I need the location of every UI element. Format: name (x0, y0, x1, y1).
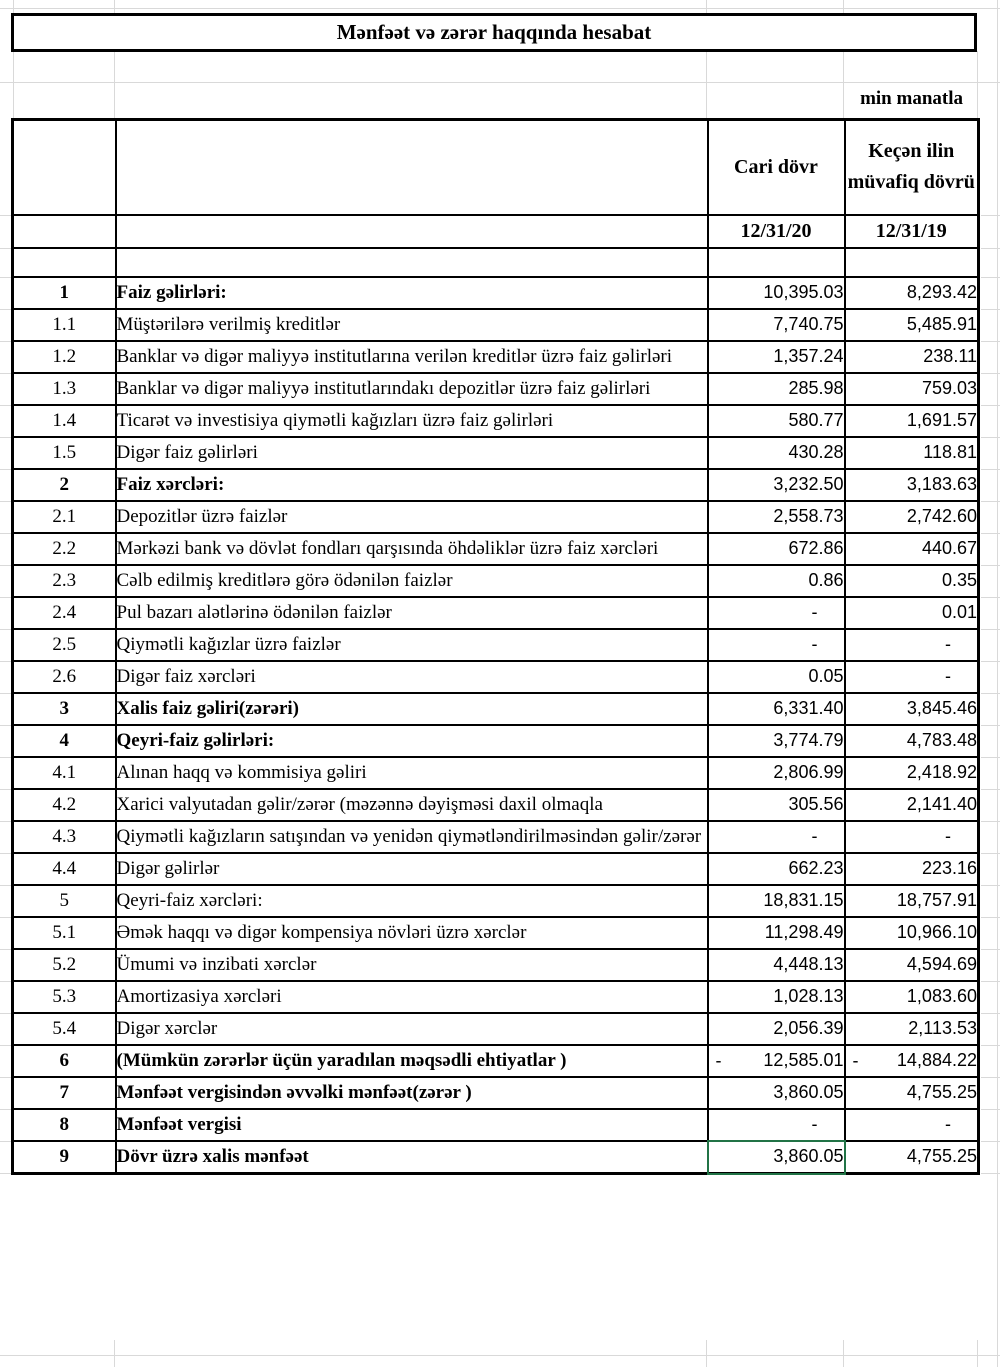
table-row (13, 1141, 979, 1174)
table-row (13, 917, 979, 949)
table-row (13, 1045, 979, 1077)
row-label-cell[interactable]: Ticarət və investisiya qiymətli kağızları üzrə faiz gəlirləri (116, 405, 708, 437)
row-label-cell[interactable]: Qeyri-faiz xərcləri: (116, 885, 708, 917)
row-number-cell[interactable]: 2.5 (13, 629, 116, 661)
prior-value-cell[interactable]: 759.03 (845, 373, 979, 405)
row-label-cell[interactable]: Qiymətli kağızlar üzrə faizlər (116, 629, 708, 661)
table-row (13, 629, 979, 661)
row-label-cell[interactable]: Xalis faiz gəliri(zərəri) (116, 693, 708, 725)
table-row (13, 373, 979, 405)
current-value-cell[interactable]: 7,740.75 (708, 309, 845, 341)
current-value-cell[interactable]: 662.23 (708, 853, 845, 885)
prior-value-cell[interactable]: 18,757.91 (845, 885, 979, 917)
negative-sign: - (715, 1050, 722, 1070)
prior-value-cell[interactable]: 8,293.42 (845, 277, 979, 309)
table-date-row (13, 215, 979, 248)
current-value-cell[interactable]: 305.56 (708, 789, 845, 821)
prior-value-cell[interactable]: 0.35 (845, 565, 979, 597)
current-value-cell[interactable]: 18,831.15 (708, 885, 845, 917)
row-label-cell[interactable]: Mənfəət vergisi (116, 1109, 708, 1141)
empty-cell[interactable] (116, 215, 708, 248)
row-label-cell[interactable]: Digər faiz gəlirləri (116, 437, 708, 469)
prior-value-cell[interactable]: 3,183.63 (845, 469, 979, 501)
table-row (13, 341, 979, 373)
cell-value: 14,884.22 (896, 1050, 977, 1070)
prior-value-cell[interactable]: - (845, 629, 979, 661)
current-value-cell[interactable]: 580.77 (708, 405, 845, 437)
table-spacer-row (13, 248, 979, 277)
row-label-cell[interactable]: Ümumi və inzibati xərclər (116, 949, 708, 981)
current-value-cell[interactable]: 1,357.24 (708, 341, 845, 373)
current-period-header-cell[interactable]: Cari dövr (708, 120, 845, 215)
row-label-cell[interactable]: Depozitlər üzrə faizlər (116, 501, 708, 533)
gridline (706, 1340, 707, 1367)
table-row (13, 405, 979, 437)
current-value-cell[interactable]: 430.28 (708, 437, 845, 469)
row-number-cell[interactable]: 2 (13, 469, 116, 501)
row-number-cell[interactable]: 2.4 (13, 597, 116, 629)
empty-cell[interactable] (13, 120, 116, 215)
current-value-cell[interactable]: 672.86 (708, 533, 845, 565)
gridline (0, 82, 1000, 83)
table-row (13, 1077, 979, 1109)
current-value-cell[interactable]: 4,448.13 (708, 949, 845, 981)
table-row (13, 277, 979, 309)
empty-cell[interactable] (845, 248, 979, 277)
row-label-cell[interactable]: Dövr üzrə xalis mənfəət (116, 1141, 708, 1174)
prior-value-cell[interactable]: 1,083.60 (845, 981, 979, 1013)
row-label-cell[interactable]: Digər xərclər (116, 1013, 708, 1045)
table-row (13, 533, 979, 565)
empty-cell[interactable] (13, 248, 116, 277)
table-row (13, 565, 979, 597)
row-number-cell[interactable]: 1.5 (13, 437, 116, 469)
current-value-cell[interactable]: 10,395.03 (708, 277, 845, 309)
row-number-cell[interactable]: 2.6 (13, 661, 116, 693)
empty-cell[interactable] (116, 120, 708, 215)
row-number-cell[interactable]: 2.1 (13, 501, 116, 533)
current-value-cell[interactable]: - (708, 1109, 845, 1141)
prior-value-cell[interactable]: 118.81 (845, 437, 979, 469)
table-row (13, 789, 979, 821)
current-value-cell[interactable]: 0.86 (708, 565, 845, 597)
prior-value-cell[interactable]: 238.11 (845, 341, 979, 373)
row-number-cell[interactable]: 1.1 (13, 309, 116, 341)
row-label-cell[interactable]: Əmək haqqı və digər kompensiya növləri üzrə xərclər (116, 917, 708, 949)
row-number-cell[interactable]: 3 (13, 693, 116, 725)
current-value-cell[interactable] (708, 1045, 845, 1077)
row-number-cell[interactable]: 8 (13, 1109, 116, 1141)
table-row (13, 725, 979, 757)
gridline (977, 51, 978, 118)
table-row (13, 597, 979, 629)
empty-cell[interactable] (13, 215, 116, 248)
prior-value-cell[interactable]: 1,691.57 (845, 405, 979, 437)
current-value-cell[interactable]: 3,232.50 (708, 469, 845, 501)
table-row (13, 821, 979, 853)
row-label-cell[interactable]: Faiz xərcləri: (116, 469, 708, 501)
current-value-cell[interactable]: 0.05 (708, 661, 845, 693)
row-label-cell[interactable]: Alınan haqq və kommisiya gəliri (116, 757, 708, 789)
prior-value-cell[interactable]: - (845, 821, 979, 853)
row-label-cell[interactable]: Amortizasiya xərcləri (116, 981, 708, 1013)
current-period-date-cell[interactable]: 12/31/20 (708, 215, 845, 248)
prior-value-cell[interactable]: 2,141.40 (845, 789, 979, 821)
table-row (13, 1013, 979, 1045)
row-label-cell[interactable]: Qiymətli kağızların satışından və yenidən qiymətləndirilməsindən gəlir/zərər (116, 821, 708, 853)
table-row (13, 757, 979, 789)
row-number-cell[interactable]: 2.3 (13, 565, 116, 597)
table-row (13, 501, 979, 533)
gridline (114, 1340, 115, 1367)
row-label-cell[interactable]: Mərkəzi bank və dövlət fondları qarşısında öhdəliklər üzrə faiz xərcləri (116, 533, 708, 565)
current-value-cell[interactable]: 6,331.40 (708, 693, 845, 725)
gridline (977, 1340, 978, 1367)
current-value-cell[interactable]: 11,298.49 (708, 917, 845, 949)
row-number-cell[interactable]: 5.2 (13, 949, 116, 981)
unit-note[interactable]: min manatla (860, 88, 963, 109)
row-number-cell[interactable]: 4.2 (13, 789, 116, 821)
table-body (13, 277, 979, 1174)
table-row (13, 693, 979, 725)
row-label-cell[interactable]: Mənfəət vergisindən əvvəlki mənfəət(zərər ) (116, 1077, 708, 1109)
table-row (13, 885, 979, 917)
gridline (0, 1355, 1000, 1356)
row-number-cell[interactable]: 6 (13, 1045, 116, 1077)
row-number-cell[interactable]: 4.4 (13, 853, 116, 885)
current-value-cell[interactable]: - (708, 597, 845, 629)
prior-value-cell[interactable]: 2,742.60 (845, 501, 979, 533)
row-number-cell[interactable]: 1 (13, 277, 116, 309)
row-number-cell[interactable]: 2.2 (13, 533, 116, 565)
report-title-cell[interactable] (11, 13, 977, 52)
table-row (13, 469, 979, 501)
prior-value-cell[interactable]: 2,113.53 (845, 1013, 979, 1045)
prior-value-cell[interactable] (845, 1045, 979, 1077)
gridline (997, 0, 998, 1367)
table-row (13, 309, 979, 341)
table-row (13, 853, 979, 885)
prior-value-cell[interactable]: 440.67 (845, 533, 979, 565)
empty-cell[interactable] (116, 248, 708, 277)
row-number-cell[interactable]: 1.4 (13, 405, 116, 437)
prior-value-cell[interactable]: 5,485.91 (845, 309, 979, 341)
row-label-cell[interactable]: Banklar və digər maliyyə institutlarındakı depozitlər üzrə faiz gəlirləri (116, 373, 708, 405)
prior-period-header-cell[interactable]: Keçən ilin müvafiq dövrü (845, 120, 979, 215)
table-row (13, 981, 979, 1013)
row-number-cell[interactable]: 4.3 (13, 821, 116, 853)
table-row (13, 661, 979, 693)
current-value-cell[interactable]: 3,860.05 (708, 1077, 845, 1109)
row-number-cell[interactable]: 5 (13, 885, 116, 917)
prior-value-cell[interactable]: 2,418.92 (845, 757, 979, 789)
row-label-cell[interactable]: Müştərilərə verilmiş kreditlər (116, 309, 708, 341)
current-value-cell[interactable]: 3,774.79 (708, 725, 845, 757)
empty-cell[interactable] (708, 248, 845, 277)
prior-value-cell[interactable]: 4,594.69 (845, 949, 979, 981)
row-number-cell[interactable]: 5.3 (13, 981, 116, 1013)
row-number-cell[interactable]: 1.3 (13, 373, 116, 405)
negative-sign: - (852, 1050, 859, 1070)
row-number-cell[interactable]: 1.2 (13, 341, 116, 373)
gridline (843, 1340, 844, 1367)
current-value-cell[interactable]: - (708, 821, 845, 853)
gridline (0, 8, 1000, 9)
table-row (13, 949, 979, 981)
prior-value-cell[interactable]: 3,845.46 (845, 693, 979, 725)
current-value-cell[interactable]: 285.98 (708, 373, 845, 405)
prior-value-cell[interactable]: 4,755.25 (845, 1077, 979, 1109)
table-row (13, 1109, 979, 1141)
table-header-row (13, 120, 979, 215)
row-label-cell[interactable]: Cəlb edilmiş kreditlərə görə ödənilən faizlər (116, 565, 708, 597)
current-value-cell[interactable]: - (708, 629, 845, 661)
row-label-cell[interactable]: Digər gəlirlər (116, 853, 708, 885)
prior-value-cell[interactable]: 4,783.48 (845, 725, 979, 757)
current-value-cell[interactable]: 2,558.73 (708, 501, 845, 533)
row-label-cell[interactable]: Xarici valyutadan gəlir/zərər (məzənnə dəyişməsi daxil olmaqla (116, 789, 708, 821)
row-number-cell[interactable]: 5.1 (13, 917, 116, 949)
current-value-cell[interactable]: 2,056.39 (708, 1013, 845, 1045)
row-number-cell[interactable]: 4.1 (13, 757, 116, 789)
row-label-cell[interactable]: Faiz gəlirləri: (116, 277, 708, 309)
prior-value-cell[interactable]: - (845, 661, 979, 693)
prior-value-cell[interactable]: 223.16 (845, 853, 979, 885)
row-label-cell[interactable]: Qeyri-faiz gəlirləri: (116, 725, 708, 757)
table-row (13, 437, 979, 469)
report-title: Mənfəət və zərər haqqında hesabat (336, 20, 652, 44)
cell-value: 12,585.01 (763, 1050, 844, 1070)
prior-value-cell[interactable]: 10,966.10 (845, 917, 979, 949)
row-label-cell[interactable]: Pul bazarı alətlərinə ödənilən faizlər (116, 597, 708, 629)
row-number-cell[interactable]: 7 (13, 1077, 116, 1109)
row-number-cell[interactable]: 4 (13, 725, 116, 757)
row-number-cell[interactable]: 9 (13, 1141, 116, 1174)
current-value-cell[interactable]: 1,028.13 (708, 981, 845, 1013)
row-number-cell[interactable]: 5.4 (13, 1013, 116, 1045)
row-label-cell[interactable]: Banklar və digər maliyyə institutlarına verilən kreditlər üzrə faiz gəlirləri (116, 341, 708, 373)
prior-value-cell[interactable]: 0.01 (845, 597, 979, 629)
prior-period-date-cell[interactable]: 12/31/19 (845, 215, 979, 248)
current-value-cell[interactable]: 2,806.99 (708, 757, 845, 789)
prior-value-cell[interactable]: - (845, 1109, 979, 1141)
row-label-cell[interactable]: (Mümkün zərərlər üçün yaradılan məqsədli ehtiyatlar ) (116, 1045, 708, 1077)
income-statement-table (11, 118, 980, 1175)
prior-value-cell[interactable]: 4,755.25 (845, 1141, 979, 1174)
row-label-cell[interactable]: Digər faiz xərcləri (116, 661, 708, 693)
current-value-cell[interactable]: 3,860.05 (708, 1141, 845, 1174)
